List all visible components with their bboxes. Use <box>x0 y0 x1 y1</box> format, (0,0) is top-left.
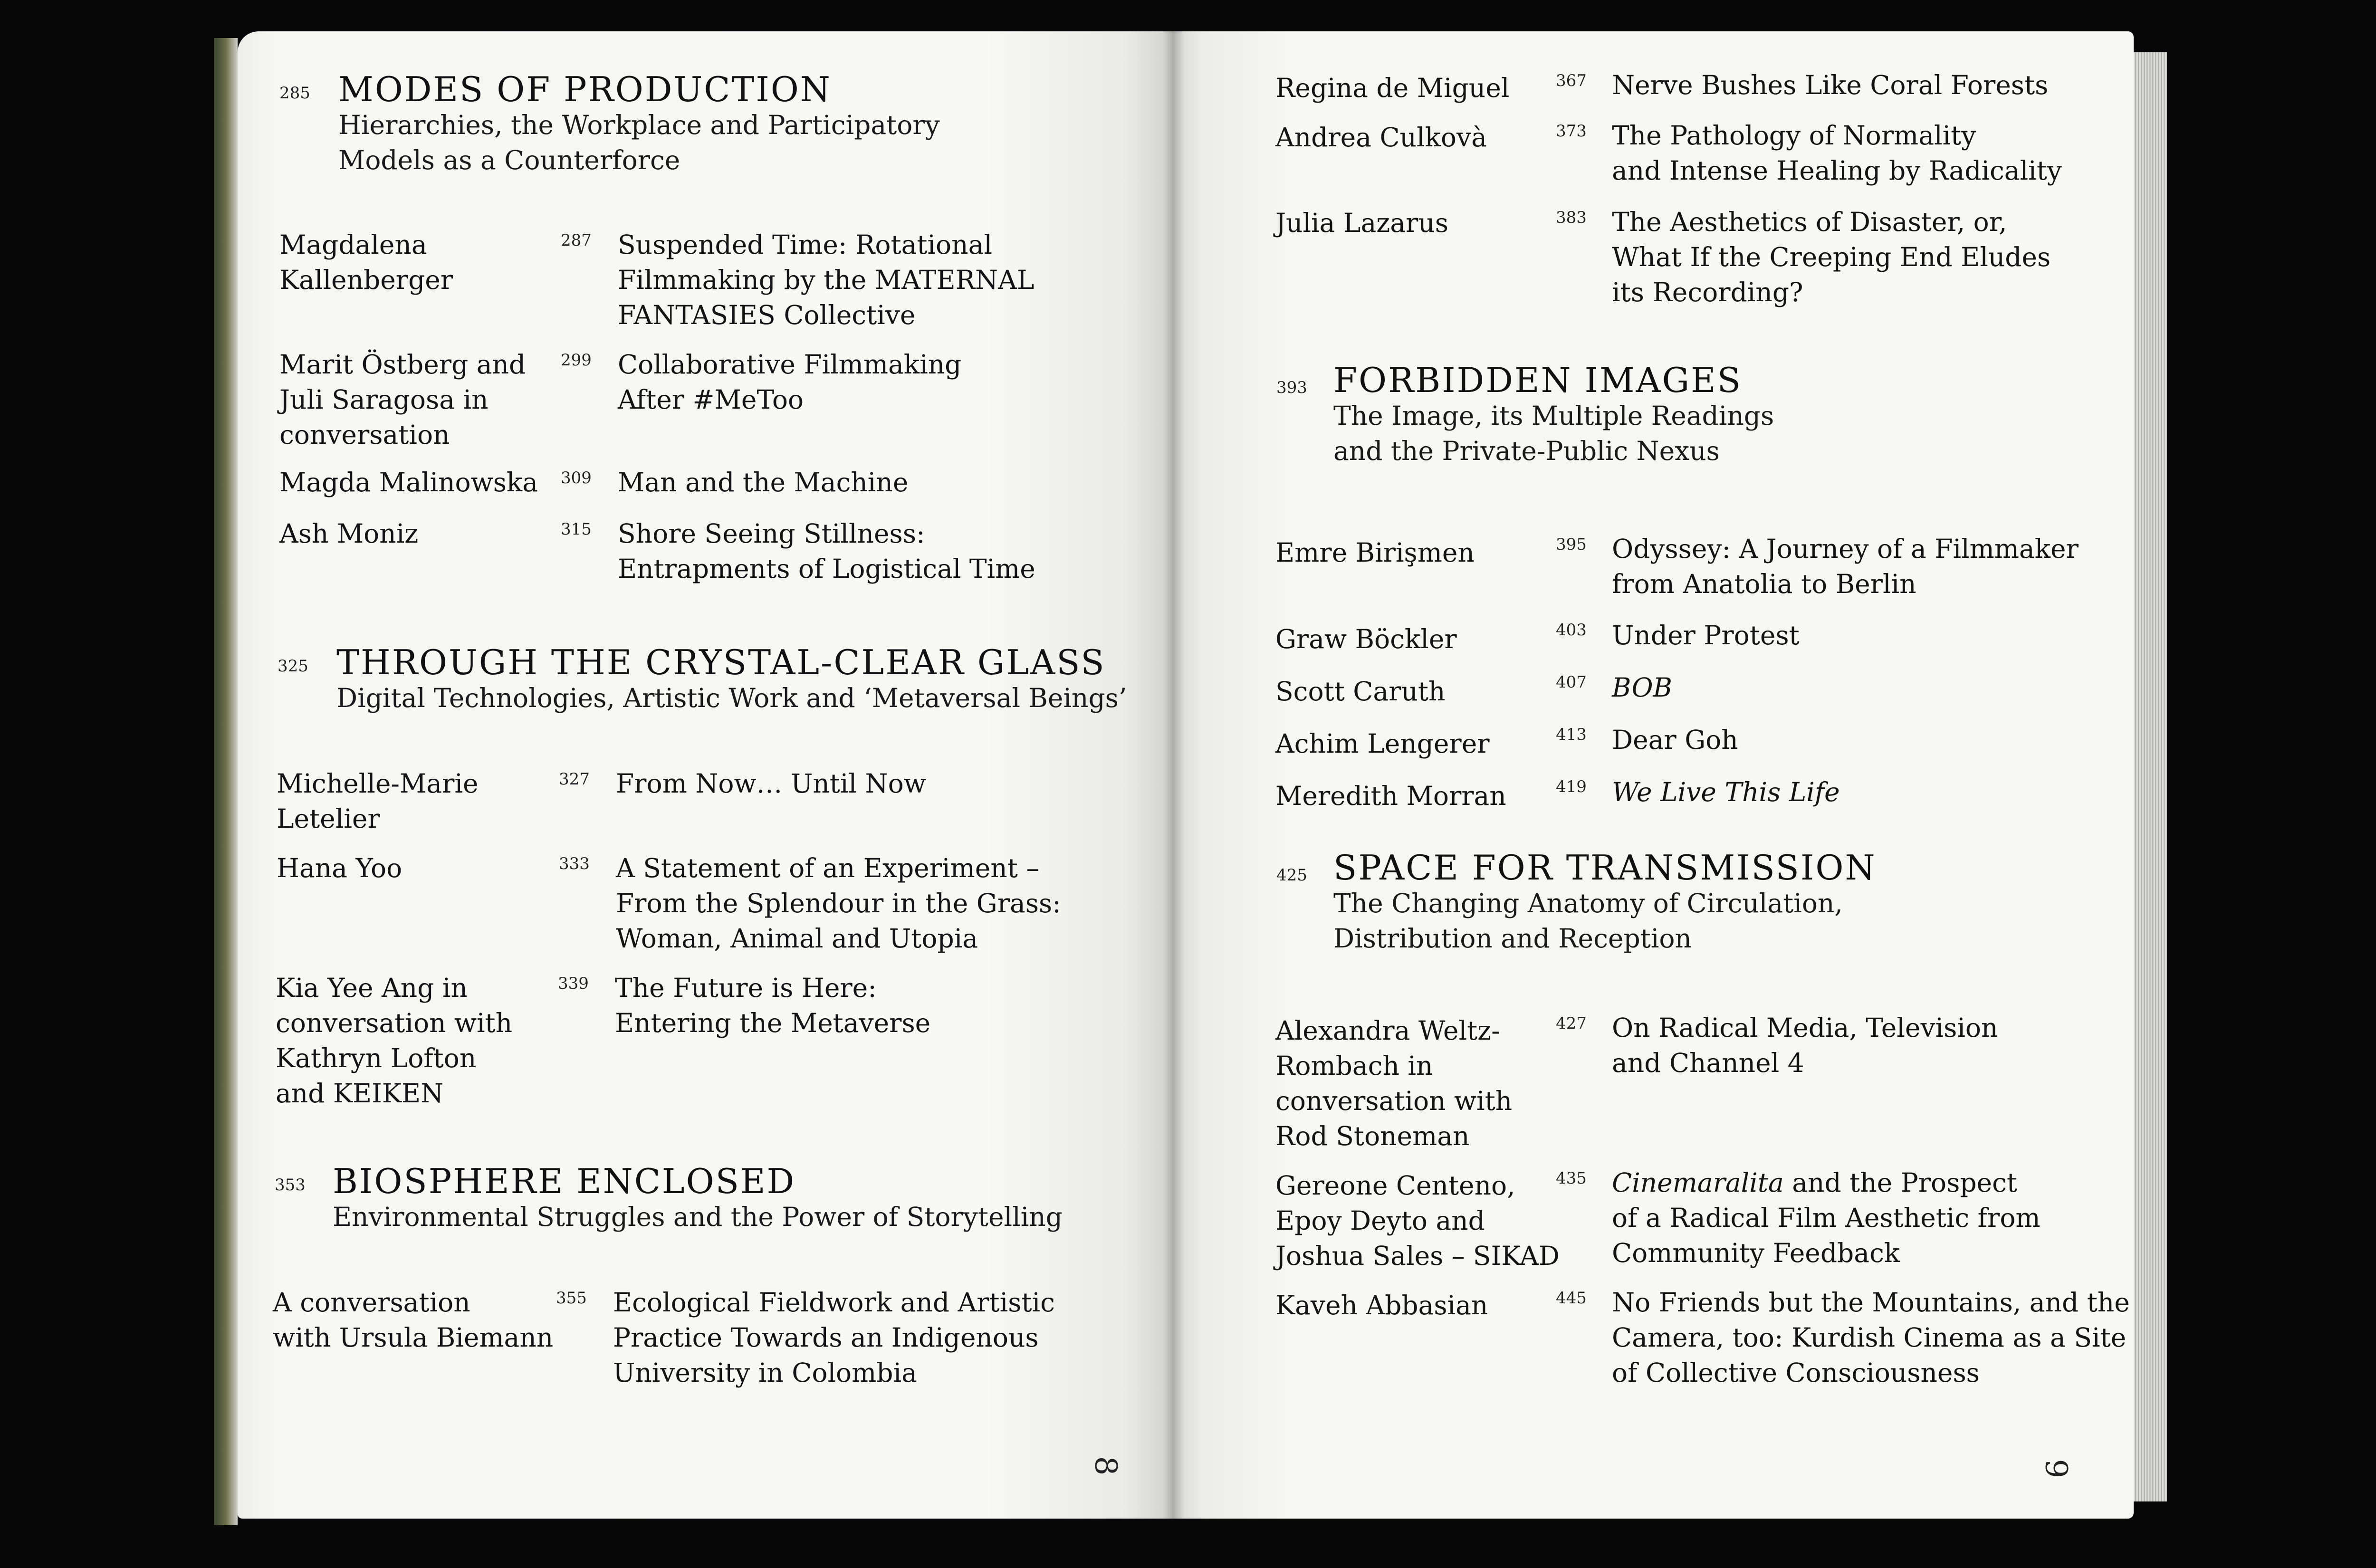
entry-title-roman-part: and the Prospect <box>1783 1167 2017 1198</box>
entry-author: A conversation <box>273 1287 470 1318</box>
section-title: FORBIDDEN IMAGES <box>1333 360 1743 400</box>
entry-title: The Pathology of Normality <box>1612 120 1976 151</box>
entry-author: and KEIKEN <box>276 1078 444 1109</box>
entry-author: Emre Birişmen <box>1275 537 1475 568</box>
entry-page-number: 339 <box>558 974 589 993</box>
entry-page-number: 445 <box>1556 1289 1587 1308</box>
section-page-number: 393 <box>1276 378 1307 397</box>
entry-author: Kallenberger <box>279 265 453 295</box>
entry-title: No Friends but the Mountains, and the <box>1612 1287 2130 1318</box>
entry-title: On Radical Media, Television <box>1612 1013 1998 1043</box>
entry-title: The Future is Here: <box>615 973 877 1003</box>
entry-author: Magda Malinowska <box>279 467 538 497</box>
entry-title: FANTASIES Collective <box>618 300 916 330</box>
section-page-number: 353 <box>275 1176 306 1195</box>
right-page <box>1174 31 2134 1519</box>
entry-author: Achim Lengerer <box>1275 728 1490 759</box>
entry-title: Camera, too: Kurdish Cinema as a Site <box>1612 1322 2127 1353</box>
entry-page-number: 373 <box>1556 122 1587 141</box>
entry-title: Odyssey: A Journey of a Filmmaker <box>1612 534 2079 564</box>
entry-author: Ash Moniz <box>279 518 419 549</box>
entry-author: Joshua Sales – SIKAD <box>1275 1241 1560 1271</box>
entry-title: Under Protest <box>1612 620 1800 650</box>
entry-author: Michelle-Marie <box>277 768 479 799</box>
entry-author: Julia Lazarus <box>1275 208 1448 238</box>
entry-title: and Intense Healing by Radicality <box>1612 155 2062 186</box>
entry-title: of a Radical Film Aesthetic from <box>1612 1203 2041 1233</box>
entry-title: and Channel 4 <box>1612 1048 1804 1078</box>
entry-title: After #MeToo <box>618 384 804 415</box>
section-title: BIOSPHERE ENCLOSED <box>333 1161 796 1201</box>
entry-title: Suspended Time: Rotational <box>618 229 992 260</box>
left-page <box>238 31 1174 1519</box>
entry-author: conversation with <box>1275 1086 1513 1116</box>
section-page-number: 285 <box>279 84 310 103</box>
section-subtitle: The Changing Anatomy of Circulation, <box>1333 888 1843 918</box>
entry-title: The Aesthetics of Disaster, or, <box>1612 207 2007 237</box>
entry-title: of Collective Consciousness <box>1612 1358 1980 1388</box>
entry-page-number: 383 <box>1556 208 1587 227</box>
entry-page-number: 435 <box>1556 1169 1587 1188</box>
entry-title: Filmmaking by the MATERNAL <box>618 265 1035 295</box>
entry-author: Marit Östberg and <box>279 349 526 380</box>
entry-author: Scott Caruth <box>1275 676 1446 707</box>
entry-title: From the Splendour in the Grass: <box>616 888 1061 918</box>
entry-author: Rod Stoneman <box>1275 1121 1470 1151</box>
entry-author: Juli Saragosa in <box>279 384 489 415</box>
entry-title: Shore Seeing Stillness: <box>618 518 925 549</box>
section-title: SPACE FOR TRANSMISSION <box>1333 848 1877 888</box>
entry-title: BOB <box>1612 672 1672 703</box>
book-gutter <box>1163 31 1184 1519</box>
entry-title: Practice Towards an Indigenous <box>613 1322 1039 1353</box>
entry-title: its Recording? <box>1612 277 1803 307</box>
entry-page-number: 315 <box>561 520 592 539</box>
entry-author: Alexandra Weltz- <box>1275 1015 1500 1046</box>
entry-title <box>1612 1165 2017 1200</box>
page-folio: 8 <box>1088 1456 1123 1476</box>
entry-title-italic-part: Cinemaralita <box>1612 1167 1784 1198</box>
section-subtitle: Hierarchies, the Workplace and Participatory <box>338 110 940 140</box>
entry-author: Regina de Miguel <box>1275 73 1510 103</box>
entry-page-number: 355 <box>556 1289 587 1308</box>
entry-author: conversation <box>279 420 450 450</box>
section-page-number: 425 <box>1276 866 1307 885</box>
entry-author: Kaveh Abbasian <box>1275 1290 1488 1320</box>
entry-author: Rombach in <box>1275 1051 1433 1081</box>
entry-page-number: 395 <box>1556 535 1587 554</box>
entry-title: Dear Goh <box>1612 725 1738 755</box>
entry-title: A Statement of an Experiment – <box>616 853 1039 883</box>
book-page-edges-right <box>2134 52 2167 1501</box>
section-subtitle: The Image, its Multiple Readings <box>1333 401 1774 431</box>
entry-page-number: 413 <box>1556 725 1587 744</box>
entry-page-number: 403 <box>1556 621 1587 640</box>
entry-page-number: 333 <box>559 854 590 873</box>
section-subtitle: and the Private-Public Nexus <box>1333 436 1720 466</box>
entry-page-number: 287 <box>561 231 592 250</box>
entry-author: Magdalena <box>279 229 427 260</box>
entry-title: Collaborative Filmmaking <box>618 349 962 380</box>
entry-page-number: 327 <box>559 770 590 789</box>
section-page-number: 325 <box>278 657 308 676</box>
entry-author: Letelier <box>277 803 380 834</box>
section-subtitle: Models as a Counterforce <box>338 145 680 175</box>
entry-author: Meredith Morran <box>1275 781 1506 811</box>
section-subtitle: Digital Technologies, Artistic Work and ‘Metaversal Beings’ <box>336 683 1127 713</box>
entry-title: Woman, Animal and Utopia <box>616 923 978 954</box>
entry-author: Graw Böckler <box>1275 624 1457 654</box>
entry-title: University in Colombia <box>613 1358 917 1388</box>
entry-title: Ecological Fieldwork and Artistic <box>613 1287 1055 1318</box>
entry-title: From Now… Until Now <box>616 768 926 799</box>
entry-author: Epoy Deyto and <box>1275 1205 1485 1236</box>
entry-title: We Live This Life <box>1612 777 1840 807</box>
section-subtitle: Distribution and Reception <box>1333 923 1692 954</box>
entry-author: conversation with <box>276 1008 513 1038</box>
book-cover-edge-left <box>214 38 238 1525</box>
entry-title: What If the Creeping End Eludes <box>1612 242 2051 272</box>
page-folio: 9 <box>2038 1459 2074 1479</box>
entry-author: with Ursula Biemann <box>273 1322 554 1353</box>
entry-page-number: 309 <box>561 468 592 488</box>
section-subtitle: Environmental Struggles and the Power of Storytelling <box>333 1202 1063 1232</box>
entry-title: Nerve Bushes Like Coral Forests <box>1612 70 2049 100</box>
section-title: THROUGH THE CRYSTAL-CLEAR GLASS <box>336 642 1106 682</box>
entry-title: Entering the Metaverse <box>615 1008 931 1038</box>
entry-page-number: 419 <box>1556 777 1587 796</box>
entry-page-number: 367 <box>1556 71 1587 90</box>
entry-page-number: 407 <box>1556 673 1587 692</box>
entry-title: Community Feedback <box>1612 1238 1900 1268</box>
entry-page-number: 299 <box>561 351 592 370</box>
entry-title: from Anatolia to Berlin <box>1612 569 1916 599</box>
entry-author: Kia Yee Ang in <box>276 973 468 1003</box>
entry-author: Andrea Culkovà <box>1275 122 1487 153</box>
entry-author: Gereone Centeno, <box>1275 1170 1515 1201</box>
entry-author: Hana Yoo <box>277 853 402 883</box>
entry-title: Entrapments of Logistical Time <box>618 554 1035 584</box>
entry-title: Man and the Machine <box>618 467 909 497</box>
section-title: MODES OF PRODUCTION <box>338 69 832 109</box>
entry-author: Kathryn Lofton <box>276 1043 477 1073</box>
entry-page-number: 427 <box>1556 1014 1587 1033</box>
